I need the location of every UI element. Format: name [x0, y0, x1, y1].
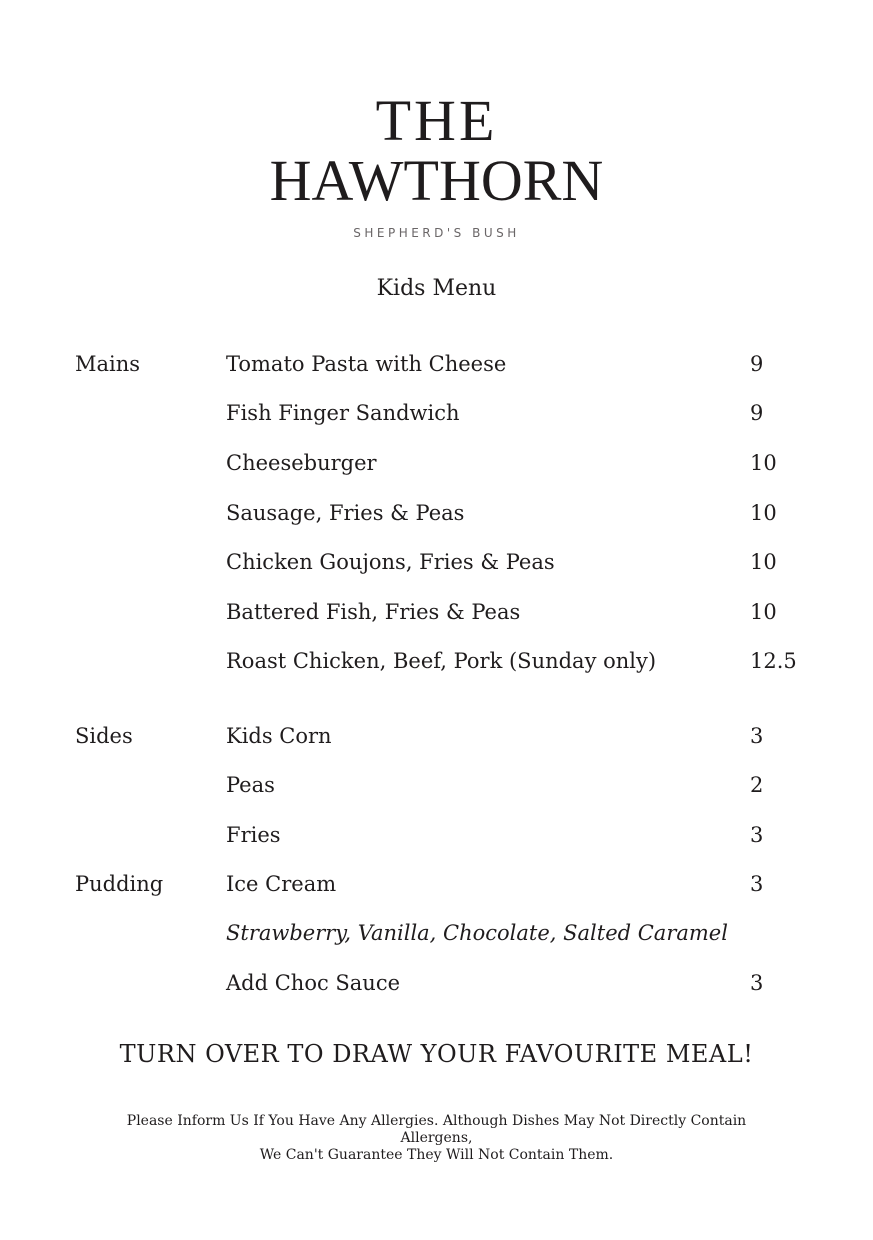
- logo-hawthorn: HAWTHORN: [269, 148, 604, 213]
- logo-the: THE: [375, 88, 498, 153]
- menu-item-name: Ice Cream: [226, 872, 337, 896]
- allergy-line: We Can't Guarantee They Will Not Contain Them.: [259, 1147, 614, 1163]
- location-subtitle: SHEPHERD'S BUSH: [353, 226, 520, 240]
- menu-row: [0, 646, 873, 676]
- section-label: Pudding: [75, 872, 164, 896]
- menu-item-name: Chicken Goujons, Fries & Peas: [226, 550, 555, 574]
- menu-item-price: 10: [750, 600, 777, 624]
- menu-item-name: Tomato Pasta with Cheese: [226, 352, 507, 376]
- allergy-notice: [95, 1113, 778, 1164]
- menu-row: [0, 968, 873, 998]
- draw-meal-callout: TURN OVER TO DRAW YOUR FAVOURITE MEAL!: [119, 1040, 754, 1068]
- menu-row: [0, 770, 873, 800]
- menu-item-name: Peas: [226, 773, 275, 797]
- menu-item-name: Battered Fish, Fries & Peas: [226, 600, 521, 624]
- menu-item-name: Roast Chicken, Beef, Pork (Sunday only): [226, 649, 657, 673]
- menu-item-name: Fish Finger Sandwich: [226, 401, 460, 425]
- menu-item-price: 9: [750, 352, 764, 376]
- menu-title: Kids Menu: [376, 276, 497, 301]
- menu-item-name: Kids Corn: [226, 724, 332, 748]
- menu-item-price: 3: [750, 823, 764, 847]
- menu-item-name: Cheeseburger: [226, 451, 377, 475]
- menu-item-price: 3: [750, 872, 764, 896]
- menu-row: [0, 721, 873, 751]
- menu-row: [0, 349, 873, 379]
- menu-item-price: 10: [750, 550, 777, 574]
- menu-row: [0, 820, 873, 850]
- menu-row: [0, 869, 873, 899]
- menu-row: [0, 918, 873, 948]
- menu-row: [0, 448, 873, 478]
- menu-item-name: Fries: [226, 823, 281, 847]
- menu-item-price: 3: [750, 724, 764, 748]
- menu-item-price: 12.5: [750, 649, 797, 673]
- menu-row: [0, 547, 873, 577]
- ice-cream-flavours: Strawberry, Vanilla, Chocolate, Salted Caramel: [226, 921, 728, 945]
- section-label: Mains: [75, 352, 141, 376]
- menu-row: [0, 597, 873, 627]
- menu-row: [0, 398, 873, 428]
- menu-item-name: Add Choc Sauce: [226, 971, 401, 995]
- menu-item-price: 3: [750, 971, 764, 995]
- menu-item-price: 2: [750, 773, 764, 797]
- allergy-line: Allergens,: [400, 1130, 473, 1146]
- menu-item-price: 10: [750, 451, 777, 475]
- menu-row: [0, 498, 873, 528]
- allergy-line: Please Inform Us If You Have Any Allergies. Although Dishes May Not Directly Contain: [126, 1113, 747, 1129]
- menu-item-price: 9: [750, 401, 764, 425]
- menu-item-name: Sausage, Fries & Peas: [226, 501, 465, 525]
- menu-item-price: 10: [750, 501, 777, 525]
- section-label: Sides: [75, 724, 133, 748]
